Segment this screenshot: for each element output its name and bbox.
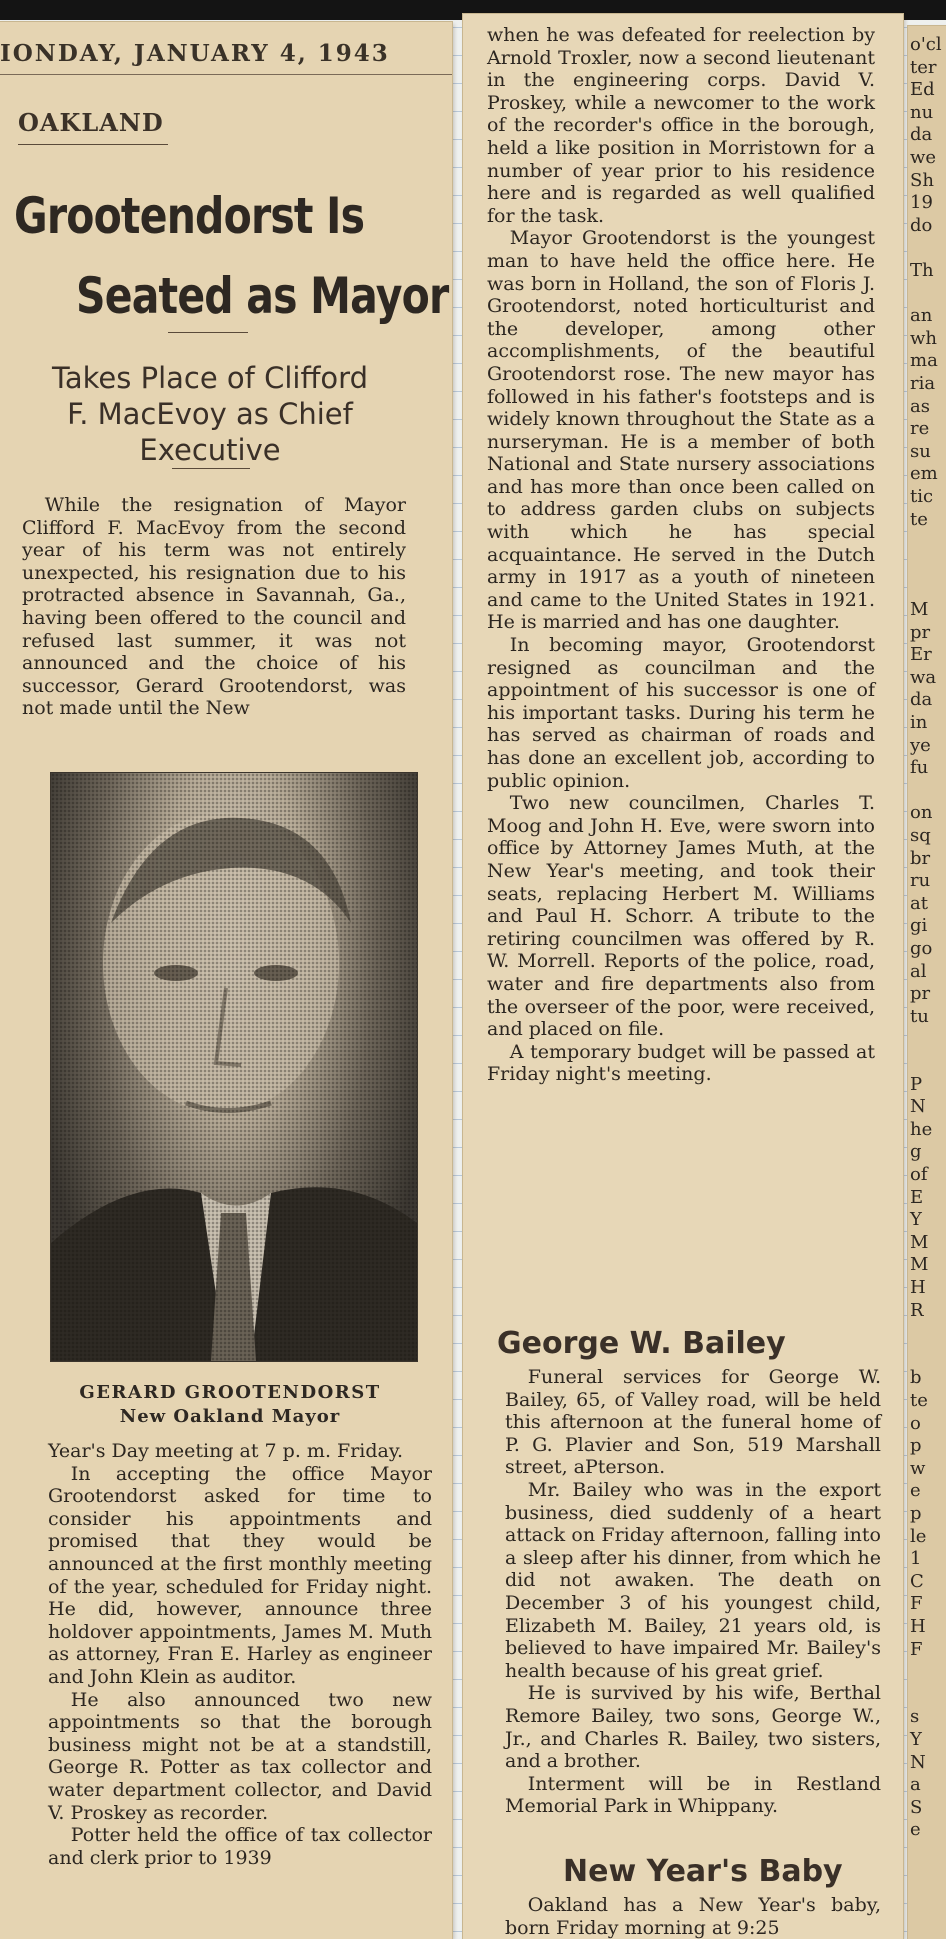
halftone-overlay [51,773,417,1361]
cut-off-text-fragment: tu [910,1005,929,1027]
cut-off-text-fragment: g [910,1141,922,1163]
cut-off-text-fragment: gi [910,915,928,937]
cut-off-text-fragment: Sh [910,169,934,191]
middle-column [487,24,875,1086]
obituary-body [505,1366,881,1818]
cut-off-text-fragment: e [910,1480,921,1502]
cut-off-text-fragment: H [910,1277,926,1298]
cut-off-text-fragment: 19 [910,192,933,214]
cut-off-text-fragment: at [910,892,928,914]
paragraph: A temporary budget will be passed at Friday night's meeting. [487,1040,875,1086]
cut-off-text-fragment: b [910,1367,922,1389]
photo-caption-name: GERARD GROOTENDORST [79,1382,381,1403]
cut-off-text-fragment: Y [910,1209,922,1231]
cut-off-text-fragment: as [910,395,930,417]
deck-line-2: F. MacEvoy as Chief [67,397,353,431]
cut-off-text-fragment: a [910,1774,921,1796]
dateline-rule [0,74,452,75]
cut-off-text-fragment: ria [910,373,936,394]
cut-off-text-fragment: wh [910,327,937,349]
cut-off-text-fragment: E [910,1186,924,1208]
cut-off-text-fragment: da [910,689,933,711]
cut-off-text-fragment: Y [910,1729,922,1750]
headline-line-2: Seated as Mayor [76,267,449,325]
cut-off-text-fragment: M [910,1254,929,1276]
cut-off-text-fragment: pr [910,983,931,1005]
cut-off-text-fragment: Ed [910,79,935,101]
left-column-top [22,494,406,720]
cut-off-text-fragment: N [910,1096,926,1118]
cut-off-text-fragment: re [910,418,930,440]
cut-off-text-fragment: pr [910,621,931,643]
cut-off-text-fragment: H [910,1616,926,1637]
cut-off-text-fragment: P [910,1073,923,1095]
photo-caption-title: New Oakland Mayor [119,1406,341,1427]
cut-off-text-fragment: we [910,147,937,168]
cut-off-text-fragment: wa [910,666,937,688]
cut-off-text-fragment: on [910,802,933,824]
cut-off-text-fragment: tic [910,486,934,507]
cut-off-text-fragment: ma [910,350,938,372]
mayor-portrait-photo [50,772,418,1362]
section-underline [18,144,168,145]
paragraph: In accepting the office Mayor Grootendorst asked for time to consider his appointments and promised that they would be announced at the first monthly meeting of the year, scheduled for Friday night. He did, however, announce three holdover appointments, James M. Muth as attorney, Fran E. Harley as engineer and John Klein as auditor. [48,1462,432,1688]
paragraph: Two new councilmen, Charles T. Moog and John H. Eve, were sworn into office by Attorney James Muth, at the New Year's meeting, and took their seats, replacing Herbert M. Williams and Paul H. Schorr. A tribute to the retiring councilmen was offered by R. W. Morrell. Reports of the police, road, water and fire departments also from the overseer of the poor, were received, and placed on file. [487,792,875,1041]
cut-off-text-fragment: fu [910,757,929,779]
paragraph: In becoming mayor, Grootendorst resigned as councilman and the appointment of his successor is one of his important tasks. During his term he has served as chairman of roads and has done an excellent job, according to public opinion. [487,634,875,792]
left-clipping [0,22,452,1939]
deck-line-1: Takes Place of Clifford [51,361,368,395]
paragraph: when he was defeated for reelection by Arnold Troxler, now a second lieutenant in the engineering corps. David V. Proskey, while a newcomer to the work of the recorder's office in the borough, held a like position in Morristown for a number of year prior to his residence here and is regarded as well qualified for the task. [487,24,875,227]
dateline: IONDAY, JANUARY 4, 1943 [0,40,390,67]
cut-off-text-fragment: Th [910,260,934,281]
cut-off-text-fragment: ru [910,870,931,892]
cut-off-text-fragment: e [910,1819,921,1841]
paragraph: Interment will be in Restland Memorial Park in Whippany. [505,1772,881,1818]
cut-off-text-fragment: o [910,1412,921,1434]
deck [10,360,410,468]
cut-off-text-fragment: C [910,1570,924,1592]
baby-body [505,1894,881,1939]
cut-off-text-fragment: w [910,1457,926,1479]
cut-off-text-fragment: le [910,1525,927,1547]
paragraph: Year's Day meeting at 7 p. m. Friday. [48,1440,404,1462]
cut-off-text-fragment: do [910,214,933,236]
paragraph: Funeral services for George W. Bailey, 65, of Valley road, will be held this afternoon at the funeral home of P. G. Plavier and Son, 519 Marshall street, aPterson. [505,1366,881,1479]
cut-off-text-fragment: go [910,938,933,959]
cut-off-text-fragment: sq [910,825,931,846]
cut-off-text-fragment: M [910,599,929,620]
cut-off-text-fragment: nu [910,101,934,123]
cut-off-text-fragment: ter [910,56,937,78]
cut-off-text-fragment: te [910,508,928,530]
cut-off-text-fragment: br [910,847,931,869]
paragraph: Potter held the office of tax collector and clerk prior to 1939 [48,1824,432,1869]
cut-off-text-fragment: in [910,712,928,733]
cut-off-text-fragment: da [910,124,933,146]
cut-off-text-fragment: Er [910,644,932,666]
headline-rule [168,332,248,333]
right-clipping-fragment [908,26,946,1939]
cut-off-text-fragment: p [910,1503,922,1524]
section-label: OAKLAND [18,108,164,137]
paragraph: While the resignation of Mayor Clifford F. MacEvoy from the second year of his term was not entirely unexpected, his resignation due to his protracted absence in Savannah, Ga., having been offered to the council and refused last summer, it was not announced and the choice of his successor, Gerard Grootendorst, was not made until the New [22,494,406,720]
cut-off-text-fragment: S [910,1796,923,1818]
cut-off-text-fragment: F [910,1593,923,1615]
deck-rule [172,468,250,469]
paragraph: Mayor Grootendorst is the youngest man to have held the office here. He was born in Holland, the son of Floris J. Grootendorst, noted horticulturist and the developer, among other accomplishments, of the beautiful Grootendorst rose. The new mayor has followed in his father's footsteps and is widely known throughout the State as a nurseryman. He is a member of both National and State nursery associations and has more than once been called on to address garden clubs on subjects with which he has special acquaintance. He served in the Dutch army in 1917 as a youth of nineteen and came to the United States in 1921. He is married and has one daughter. [487,227,875,634]
cut-off-text-fragment: ye [910,734,931,756]
cut-off-text-fragment: 1 [910,1548,922,1570]
paragraph: Oakland has a New Year's baby, born Friday morning at 9:25 [505,1894,881,1939]
cut-off-text-fragment: o'cl [910,34,942,55]
paragraph: He also announced two new appointments so that the borough business might not be at a standstill, George R. Potter as tax collector and water department collector, and David V. Proskey as recorder. [48,1688,432,1824]
cut-off-text-fragment: R [910,1299,924,1321]
cut-off-text-fragment: te [910,1390,928,1411]
cut-off-text-fragment: p [910,1435,922,1457]
cut-off-text-fragment: s [910,1706,920,1728]
cut-off-text-fragment: an [910,305,933,327]
cut-off-text-fragment: al [910,960,927,982]
middle-clipping [463,14,903,1939]
cut-off-text-fragment: M [910,1231,929,1253]
cut-off-text-fragment: su [910,440,931,462]
obituary-headline: George W. Bailey [497,1326,786,1361]
paragraph: Mr. Bailey who was in the export business, died suddenly of a heart attack on Friday afternoon, falling into a sleep after his dinner, from which he did not awaken. The death on December 3 of his youngest child, Elizabeth M. Bailey, 21 years old, is believed to have impaired Mr. Bailey's health because of his great grief. [505,1478,881,1682]
left-column-bottom [48,1440,432,1869]
cut-off-text-fragment: F [910,1638,923,1660]
cut-off-text-fragment: em [910,463,938,485]
cut-off-text-fragment: he [910,1118,933,1140]
headline-line-1: Grootendorst Is [14,187,365,245]
baby-headline: New Year's Baby [563,1854,843,1889]
cut-off-text-fragment: of [910,1164,928,1185]
paragraph: He is survived by his wife, Berthal Remore Bailey, two sons, George W., Jr., and Charles R. Bailey, two sisters, and a brother. [505,1682,881,1773]
cut-off-text-fragment: N [910,1751,926,1773]
deck-line-3: Executive [139,433,281,467]
